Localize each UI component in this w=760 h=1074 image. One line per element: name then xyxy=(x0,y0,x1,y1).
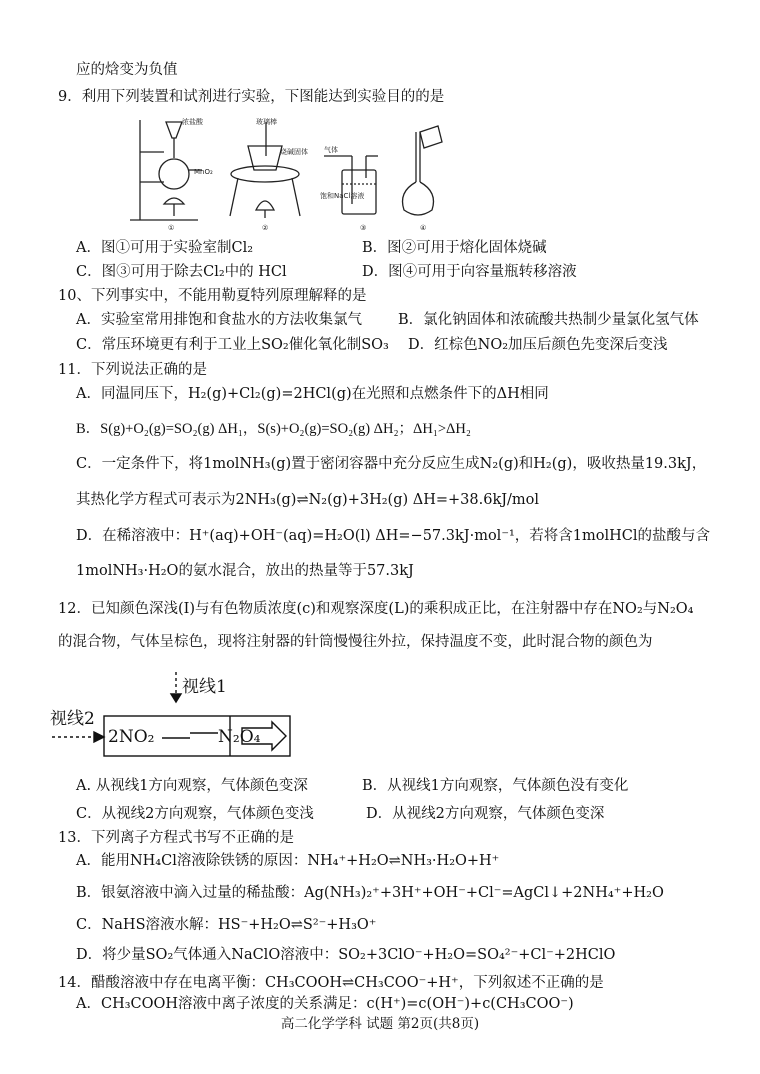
q14-option-a: A．CH₃COOH溶液中离子浓度的关系满足：c(H⁺)=c(OH⁻)+c(CH₃COO⁻) xyxy=(76,996,574,1012)
q11-option-c-line1: C．一定条件下，将1molNH₃(g)置于密闭容器中充分反应生成N₂(g)和H₂(g)，吸收热量19.3kJ， xyxy=(76,456,707,472)
question-12-stem-line2: 的混合物，气体呈棕色，现将注射器的针筒慢慢往外拉，保持温度不变，此时混合物的颜色为 xyxy=(58,634,653,650)
q12-option-a: A. 从视线1方向观察，气体颜色变深 xyxy=(76,778,308,794)
question-12-figure xyxy=(50,670,310,760)
question-9-stem: 9．利用下列装置和试剂进行实验，下图能达到实验目的的是 xyxy=(58,89,445,105)
question-10-stem: 10、下列事实中，不能用勒夏特列原理解释的是 xyxy=(58,288,367,304)
fig-label-2: ② xyxy=(262,224,269,232)
q10-option-b: B．氯化钠固体和浓硫酸共热制少量氯化氢气体 xyxy=(398,312,699,328)
apparatus-3-gas-washing-bottle xyxy=(324,156,378,214)
apparatus-4-volumetric-flask xyxy=(403,126,443,215)
q10-option-c: C．常压环境更有利于工业上SO₂催化氧化制SO₃ xyxy=(76,337,389,353)
apparatus-1-chlorine-generator xyxy=(130,120,202,220)
q9-option-c: C．图③可用于除去Cl₂中的 HCl xyxy=(76,264,287,280)
q13-option-a: A．能用NH₄Cl溶液除铁锈的原因：NH₄⁺+H₂O⇌NH₃·H₂O+H⁺ xyxy=(76,853,500,869)
view2-arrowhead xyxy=(94,732,104,742)
q13-option-c: C．NaHS溶液水解：HS⁻+H₂O⇌S²⁻+H₃O⁺ xyxy=(76,917,377,933)
question-14-stem: 14．醋酸溶液中存在电离平衡：CH₃COOH⇌CH₃COO⁻+H⁺，下列叙述不正确的是 xyxy=(58,975,604,991)
q11-option-c-line2: 其热化学方程式可表示为2NH₃(g)⇌N₂(g)+3H₂(g) ΔH=+38.6kJ/mol xyxy=(76,492,540,508)
q11-option-a: A．同温同压下，H₂(g)+Cl₂(g)=2HCl(g)在光照和点燃条件下的ΔH相同 xyxy=(76,386,549,402)
q13-option-b: B．银氨溶液中滴入过量的稀盐酸：Ag(NH₃)₂⁺+3H⁺+OH⁻+Cl⁻=AgCl↓+2NH₄⁺+H₂O xyxy=(76,885,664,901)
question-13-stem: 13．下列离子方程式书写不正确的是 xyxy=(58,830,294,846)
view2-label: 视线2 xyxy=(50,709,95,729)
fig3-gas-label: 气体 xyxy=(324,146,338,154)
q9-option-d: D．图④可用于向容量瓶转移溶液 xyxy=(362,264,577,280)
fig-label-3: ③ xyxy=(360,224,367,232)
page-footer: 高二化学学科 试题 第2页(共8页) xyxy=(280,1016,480,1032)
q12-option-d: D．从视线2方向观察，气体颜色变深 xyxy=(366,806,605,822)
q8-tail-text: 应的焓变为负值 xyxy=(76,62,178,78)
q12-option-c: C．从视线2方向观察，气体颜色变浅 xyxy=(76,806,314,822)
fig-label-4: ④ xyxy=(420,224,427,232)
fig2-side-label: 烧碱固体 xyxy=(280,148,308,156)
q11-option-d-line2: 1molNH₃·H₂O的氨水混合，放出的热量等于57.3kJ xyxy=(76,563,414,579)
q9-option-b: B．图②可用于熔化固体烧碱 xyxy=(362,240,547,256)
fig3-soln-label: 饱和NaCl溶液 xyxy=(320,192,365,200)
view1-label: 视线1 xyxy=(182,677,227,697)
apparatus-2-crucible-heating xyxy=(230,122,300,218)
q9-option-a: A．图①可用于实验室制Cl₂ xyxy=(76,240,254,256)
q10-option-a: A．实验室常用排饱和食盐水的方法收集氯气 xyxy=(76,312,362,328)
reactant-label: 2NO₂ xyxy=(108,727,155,747)
fig-label-1: ① xyxy=(168,224,175,232)
fig1-mno2-label: MnO₂ xyxy=(194,168,213,176)
question-9-figure xyxy=(130,112,450,232)
fig2-top-label: 玻璃棒 xyxy=(256,118,277,126)
q11-option-b: B．S(g)+O₂(g)=SO₂(g) ΔH₁，S(s)+O₂(g)=SO₂(g) ΔH₂；ΔH₁>ΔH₂ xyxy=(76,421,471,437)
q12-option-b: B．从视线1方向观察，气体颜色没有变化 xyxy=(362,778,629,794)
question-12-stem-line1: 12．已知颜色深浅(Ⅰ)与有色物质浓度(c)和观察深度(L)的乘积成正比，在注射器中存在NO₂与N₂O₄ xyxy=(58,601,694,617)
q13-option-d: D．将少量SO₂气体通入NaClO溶液中：SO₂+3ClO⁻+H₂O=SO₄²⁻+Cl⁻+2HClO xyxy=(76,947,616,963)
q11-option-d-line1: D．在稀溶液中：H⁺(aq)+OH⁻(aq)=H₂O(l) ΔH=−57.3kJ·mol⁻¹，若将含1molHCl的盐酸与含 xyxy=(76,528,711,544)
fig1-acid-label: 浓盐酸 xyxy=(182,118,203,126)
product-label: N₂O₄ xyxy=(218,727,261,747)
view1-arrowhead xyxy=(171,694,181,702)
question-11-stem: 11．下列说法正确的是 xyxy=(58,362,207,378)
q10-option-d: D．红棕色NO₂加压后颜色先变深后变浅 xyxy=(408,337,668,353)
